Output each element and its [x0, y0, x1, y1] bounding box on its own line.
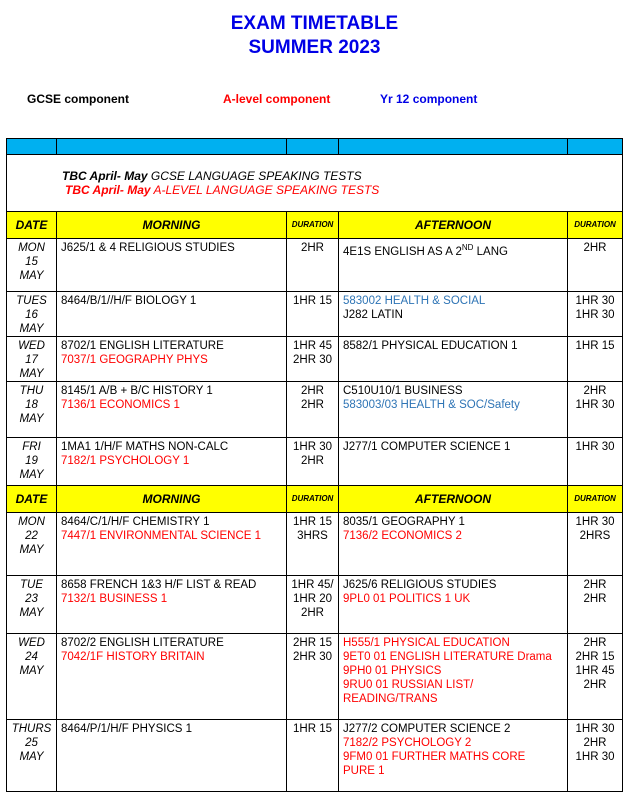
- duration-value: 2HR: [583, 637, 607, 649]
- morning-cell: [57, 576, 287, 634]
- header-bar: [7, 139, 623, 155]
- exam-entry: 7182/1 PSYCHOLOGY 1: [61, 455, 190, 467]
- duration-value: 2HR 30: [293, 651, 332, 663]
- afternoon-duration-cell: [568, 292, 623, 337]
- table-row: [7, 337, 623, 382]
- timetable: [6, 138, 623, 792]
- exam-entry: 7447/1 ENVIRONMENTAL SCIENCE 1: [61, 530, 262, 542]
- exam-entry: J625/1 & 4 RELIGIOUS STUDIES: [61, 242, 235, 254]
- date-part: 22: [25, 530, 38, 542]
- morning-duration-cell: [287, 337, 339, 382]
- duration-value: 1HR 15: [293, 295, 332, 307]
- duration-value: 1HR 30: [575, 309, 615, 321]
- table-row: [7, 382, 623, 438]
- afternoon-cell: [339, 438, 568, 486]
- date-part: 17: [25, 354, 38, 366]
- exam-entry: 8464/P/1/H/F PHYSICS 1: [61, 723, 193, 735]
- duration-value: 1HR 15: [293, 516, 332, 528]
- afternoon-duration-cell: [568, 634, 623, 720]
- exam-entry: 8582/1 PHYSICAL EDUCATION 1: [343, 340, 518, 352]
- afternoon-cell: [339, 634, 568, 720]
- afternoon-cell: [339, 513, 568, 576]
- duration-value: 1HR 45/: [291, 579, 334, 591]
- exam-entry: 8464/C/1/H/F CHEMISTRY 1: [61, 516, 210, 528]
- duration-value: 1HR 15: [575, 340, 615, 352]
- morning-cell: [57, 513, 287, 576]
- column-header-morning: MORNING: [57, 212, 287, 239]
- exam-entry: J277/2 COMPUTER SCIENCE 2: [343, 723, 511, 735]
- afternoon-duration-cell: [568, 239, 623, 292]
- date-cell: [7, 438, 57, 486]
- column-header-morning-duration: DURATION: [287, 486, 339, 513]
- column-header-date: DATE: [7, 212, 57, 239]
- duration-value: 1HR 20: [293, 593, 332, 605]
- date-part: TUE: [20, 579, 43, 591]
- column-header-row: [7, 486, 623, 513]
- column-header-afternoon: AFTERNOON: [339, 212, 568, 239]
- afternoon-duration-cell: [568, 513, 623, 576]
- morning-duration-cell: [287, 292, 339, 337]
- exam-entry: J277/1 COMPUTER SCIENCE 1: [343, 441, 511, 453]
- afternoon-duration-cell: [568, 720, 623, 792]
- date-part: THURS: [11, 723, 52, 735]
- column-header-morning: MORNING: [57, 486, 287, 513]
- duration-value: 1HR 30: [575, 295, 615, 307]
- speaking-tests-note: [7, 155, 623, 212]
- exam-entry: READING/TRANS: [343, 693, 438, 705]
- morning-duration-cell: [287, 438, 339, 486]
- date-part: WED: [18, 340, 45, 352]
- duration-value: 2HR: [583, 679, 607, 691]
- exam-entry: 7182/2 PSYCHOLOGY 2: [343, 737, 472, 749]
- morning-duration-cell: [287, 513, 339, 576]
- date-part: MAY: [19, 323, 44, 335]
- date-part: MAY: [19, 607, 44, 619]
- duration-value: 1HR 45: [293, 340, 332, 352]
- duration-value: 1HR 15: [293, 723, 332, 735]
- duration-value: 2HR: [300, 607, 324, 619]
- column-header-afternoon-duration: DURATION: [568, 486, 623, 513]
- exam-entry: 8035/1 GEOGRAPHY 1: [343, 516, 465, 528]
- legend-yr12: Yr 12 component: [380, 92, 478, 106]
- table-row: [7, 292, 623, 337]
- alevel-speaking-note: TBC April- May A-LEVEL LANGUAGE SPEAKING TESTS: [65, 183, 380, 197]
- week-1: [7, 212, 623, 486]
- date-cell: [7, 292, 57, 337]
- afternoon-cell: [339, 292, 568, 337]
- afternoon-duration-cell: [568, 576, 623, 634]
- date-cell: [7, 239, 57, 292]
- duration-value: 1HR 30: [575, 441, 615, 453]
- exam-entry: 583003/03 HEALTH & SOC/Safety: [343, 399, 520, 411]
- date-part: THU: [19, 385, 44, 397]
- afternoon-cell: [339, 382, 568, 438]
- date-cell: [7, 720, 57, 792]
- table-row: [7, 634, 623, 720]
- duration-value: 1HR 30: [575, 751, 615, 763]
- exam-entry: 9RU0 01 RUSSIAN LIST/: [343, 679, 474, 691]
- date-part: MAY: [19, 751, 44, 763]
- exam-entry: 8145/1 A/B + B/C HISTORY 1: [61, 385, 213, 397]
- date-part: MAY: [19, 469, 44, 481]
- duration-value: 1HR 30: [575, 516, 615, 528]
- morning-cell: [57, 239, 287, 292]
- date-part: 16: [25, 309, 38, 321]
- date-part: 15: [25, 256, 38, 268]
- date-part: 23: [25, 593, 38, 605]
- week-2: [7, 486, 623, 792]
- column-header-afternoon-duration: DURATION: [568, 212, 623, 239]
- date-part: MAY: [19, 544, 44, 556]
- afternoon-cell: [339, 239, 568, 292]
- date-cell: [7, 337, 57, 382]
- date-part: MAY: [19, 270, 44, 282]
- afternoon-cell: [339, 337, 568, 382]
- table-row: [7, 438, 623, 486]
- afternoon-duration-cell: [568, 438, 623, 486]
- date-cell: [7, 513, 57, 576]
- date-part: TUES: [16, 295, 47, 307]
- exam-entry: PURE 1: [343, 765, 385, 777]
- date-part: MON: [18, 516, 45, 528]
- exam-entry: 7136/1 ECONOMICS 1: [61, 399, 180, 411]
- duration-value: 1HR 45: [575, 665, 615, 677]
- duration-value: 2HR: [300, 385, 324, 397]
- table-row: [7, 239, 623, 292]
- duration-value: 1HR 30: [293, 441, 332, 453]
- date-cell: [7, 634, 57, 720]
- duration-value: 2HR: [300, 455, 324, 467]
- date-cell: [7, 576, 57, 634]
- afternoon-duration-cell: [568, 382, 623, 438]
- exam-entry: 7132/1 BUSINESS 1: [61, 593, 168, 605]
- exam-entry: 4E1S ENGLISH AS A 2ND LANG: [343, 243, 508, 258]
- exam-entry: 8658 FRENCH 1&3 H/F LIST & READ: [61, 579, 257, 591]
- duration-value: 2HR: [300, 399, 324, 411]
- duration-value: 3HRS: [297, 530, 328, 542]
- duration-value: 2HR 15: [575, 651, 615, 663]
- morning-cell: [57, 634, 287, 720]
- exam-entry: 9ET0 01 ENGLISH LITERATURE Drama: [343, 651, 552, 663]
- duration-value: 2HR: [583, 242, 607, 254]
- morning-cell: [57, 382, 287, 438]
- column-header-afternoon: AFTERNOON: [339, 486, 568, 513]
- page-title: EXAM TIMETABLE: [230, 13, 399, 34]
- morning-duration-cell: [287, 720, 339, 792]
- table-row: [7, 513, 623, 576]
- date-cell: [7, 382, 57, 438]
- exam-entry: 1MA1 1/H/F MATHS NON-CALC: [61, 441, 229, 453]
- exam-entry: 8702/1 ENGLISH LITERATURE: [61, 340, 224, 352]
- duration-value: 2HR: [583, 385, 607, 397]
- date-part: 19: [25, 455, 38, 467]
- date-part: FRI: [22, 441, 41, 453]
- date-part: 24: [25, 651, 38, 663]
- exam-entry: C510U10/1 BUSINESS: [343, 385, 463, 397]
- date-part: WED: [18, 637, 45, 649]
- duration-value: 2HR 15: [293, 637, 332, 649]
- table-row: [7, 720, 623, 792]
- exam-entry: 9PH0 01 PHYSICS: [343, 665, 442, 677]
- morning-cell: [57, 720, 287, 792]
- duration-value: 2HR 30: [293, 354, 332, 366]
- exam-entry: 8464/B/1//H/F BIOLOGY 1: [61, 295, 197, 307]
- afternoon-cell: [339, 720, 568, 792]
- duration-value: 2HR: [300, 242, 324, 254]
- exam-entry: 7037/1 GEOGRAPHY PHYS: [61, 354, 208, 366]
- duration-value: 2HR: [583, 737, 607, 749]
- duration-value: 2HRS: [579, 530, 611, 542]
- date-part: MAY: [19, 413, 44, 425]
- morning-cell: [57, 438, 287, 486]
- table-row: [7, 576, 623, 634]
- afternoon-duration-cell: [568, 337, 623, 382]
- afternoon-cell: [339, 576, 568, 634]
- column-header-date: DATE: [7, 486, 57, 513]
- date-part: MON: [18, 242, 45, 254]
- exam-entry: 8702/2 ENGLISH LITERATURE: [61, 637, 224, 649]
- morning-cell: [57, 292, 287, 337]
- legend-alevel: A-level component: [223, 92, 331, 106]
- exam-entry: 9FM0 01 FURTHER MATHS CORE: [343, 751, 526, 763]
- exam-entry: 7136/2 ECONOMICS 2: [343, 530, 462, 542]
- duration-value: 2HR: [583, 593, 607, 605]
- column-header-morning-duration: DURATION: [287, 212, 339, 239]
- duration-value: 2HR: [583, 579, 607, 591]
- date-part: 25: [25, 737, 38, 749]
- exam-entry: J282 LATIN: [343, 309, 403, 321]
- date-part: 18: [25, 399, 38, 411]
- morning-duration-cell: [287, 382, 339, 438]
- morning-duration-cell: [287, 239, 339, 292]
- legend-gcse: GCSE component: [27, 92, 130, 106]
- morning-cell: [57, 337, 287, 382]
- exam-entry: J625/6 RELIGIOUS STUDIES: [343, 579, 497, 591]
- page-subtitle: SUMMER 2023: [248, 37, 381, 58]
- column-header-row: [7, 212, 623, 239]
- date-part: MAY: [19, 368, 44, 380]
- duration-value: 1HR 30: [575, 399, 615, 411]
- exam-entry: 7042/1F HISTORY BRITAIN: [61, 651, 205, 663]
- duration-value: 1HR 30: [575, 723, 615, 735]
- morning-duration-cell: [287, 576, 339, 634]
- date-part: MAY: [19, 665, 44, 677]
- exam-entry: H555/1 PHYSICAL EDUCATION: [343, 637, 510, 649]
- morning-duration-cell: [287, 634, 339, 720]
- exam-entry: 583002 HEALTH & SOCIAL: [343, 295, 486, 307]
- gcse-speaking-note: TBC April- May GCSE LANGUAGE SPEAKING TESTS: [62, 169, 362, 183]
- exam-entry: 9PL0 01 POLITICS 1 UK: [343, 593, 471, 605]
